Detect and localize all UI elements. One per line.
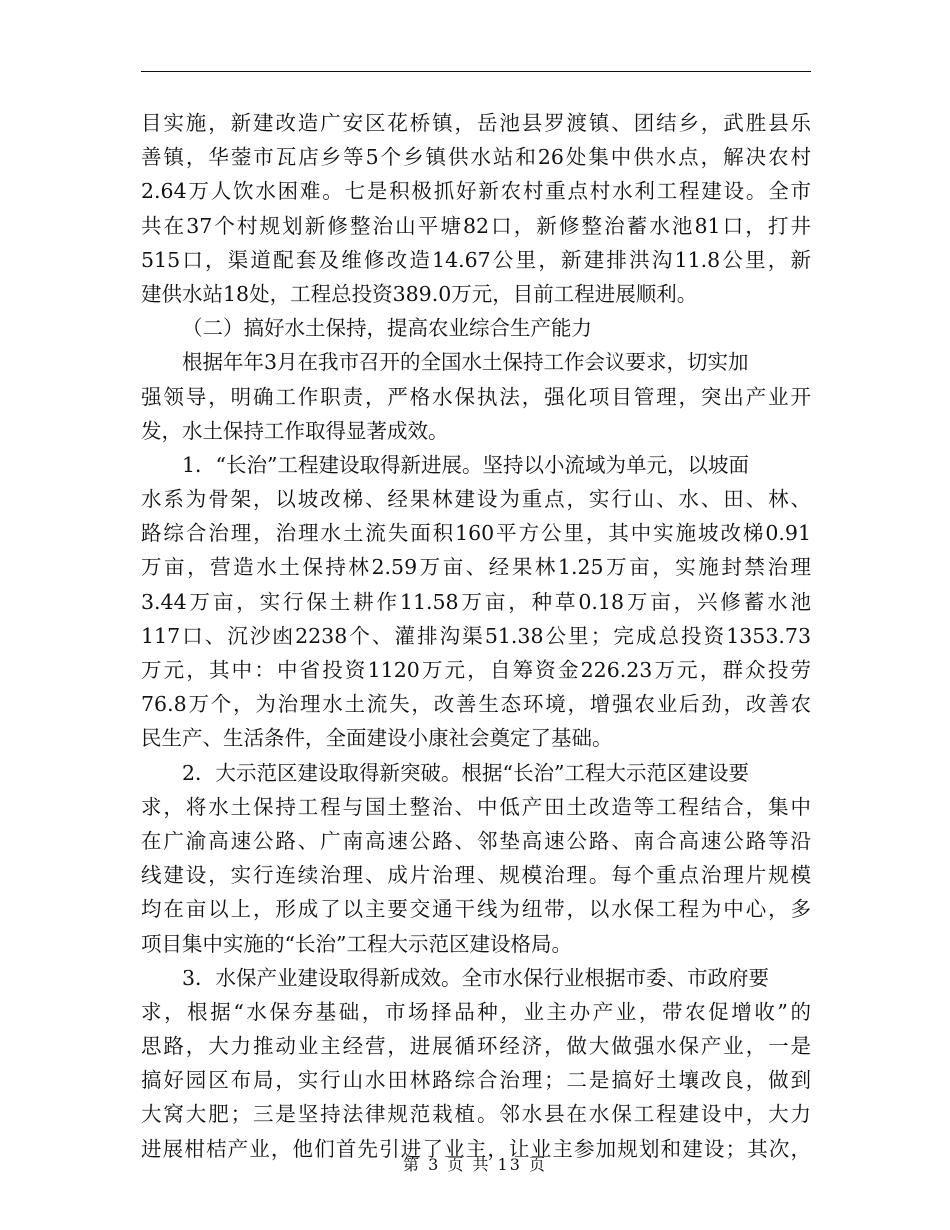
- text-line: 共在37个村规划新修整治山平塘82口，新修整治蓄水池81口，打井: [141, 213, 811, 238]
- text-line: 强领导，明确工作职责，严格水保执法，强化项目管理，突出产业开: [141, 384, 811, 409]
- text-line: 3．水保产业建设取得新成效。全市水保行业根据市委、市政府要: [182, 965, 770, 990]
- text-line: 水系为骨架，以坡改梯、经果林建设为重点，实行山、水、田、林、: [141, 487, 811, 512]
- text-line: 建供水站18处，工程总投资389.0万元，目前工程进展顺利。: [141, 281, 698, 306]
- text-line: 515口，渠道配套及维修改造14.67公里，新建排洪沟11.8公里，新: [141, 247, 811, 272]
- text-line: 1．“长治”工程建设取得新进展。坚持以小流域为单元，以坡面: [182, 452, 750, 477]
- text-line: 路综合治理，治理水土流失面积160平方公里，其中实施坡改梯0.91: [141, 521, 811, 546]
- text-line: 搞好园区布局，实行山水田林路综合治理；二是搞好土壤改良，做到: [141, 1068, 811, 1093]
- text-line: 进展柑桔产业，他们首先引进了业主，让业主参加规划和建设；其次，: [141, 1136, 811, 1161]
- text-line: 善镇，华蓥市瓦店乡等5个乡镇供水站和26处集中供水点，解决农村: [141, 145, 811, 170]
- text-line: 3.44万亩，实行保土耕作11.58万亩，种草0.18万亩，兴修蓄水池: [141, 589, 811, 614]
- text-line: 万亩，营造水土保持林2.59万亩、经果林1.25万亩，实施封禁治理: [141, 555, 811, 580]
- text-line: 均在亩以上，形成了以主要交通干线为纽带，以水保工程为中心，多: [141, 897, 811, 922]
- page-footer: 第 3 页 共 13 页: [403, 1155, 547, 1174]
- header-rule: [141, 71, 811, 72]
- text-line: 2.64万人饮水困难。七是积极抓好新农村重点村水利工程建设。全市: [141, 179, 811, 204]
- text-line: 思路，大力推动业主经营，进展循环经济，做大做强水保产业，一是: [141, 1034, 811, 1059]
- text-line: 发，水土保持工作取得显著成效。: [141, 418, 449, 443]
- text-line: 117口、沉沙凼2238个、灌排沟渠51.38公里；完成总投资1353.73: [141, 623, 811, 648]
- text-line: （二）搞好水土保持，提高农业综合生产能力: [182, 316, 592, 341]
- text-line: 线建设，实行连续治理、成片治理、规模治理。每个重点治理片规模: [141, 863, 811, 888]
- text-line: 在广渝高速公路、广南高速公路、邻垫高速公路、南合高速公路等沿: [141, 828, 811, 853]
- text-line: 项目集中实施的“长治”工程大示范区建设格局。: [141, 931, 572, 956]
- text-line: 大窝大肥；三是坚持法律规范栽植。邻水县在水保工程建设中，大力: [141, 1102, 811, 1127]
- text-line: 根据年年3月在我市召开的全国水土保持工作会议要求，切实加: [182, 350, 749, 375]
- text-line: 万元，其中：中省投资1120万元，自筹资金226.23万元，群众投劳: [141, 658, 811, 682]
- text-line: 76.8万个，为治理水土流失，改善生态环境，增强农业后劲，改善农: [141, 692, 811, 717]
- document-body: [141, 106, 811, 1166]
- text-line: 民生产、生活条件，全面建设小康社会奠定了基础。: [141, 726, 613, 751]
- text-line: 求，根据“水保夯基础，市场择品种，业主办产业，带农促增收”的: [141, 999, 811, 1024]
- text-line: 求，将水土保持工程与国土整治、中低产田土改造等工程结合，集中: [141, 794, 811, 819]
- text-line: 目实施，新建改造广安区花桥镇，岳池县罗渡镇、团结乡，武胜县乐: [141, 111, 811, 135]
- text-line: 2．大示范区建设取得新突破。根据“长治”工程大示范区建设要: [182, 760, 750, 785]
